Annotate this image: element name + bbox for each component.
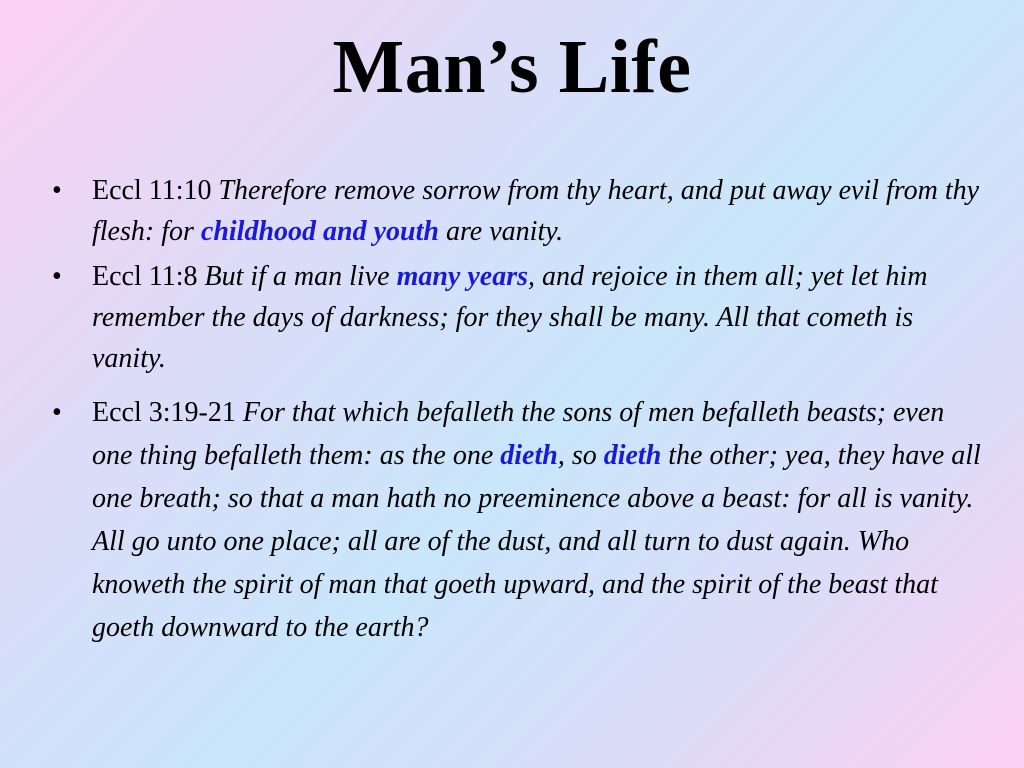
verse-text: Therefore remove sorrow from thy heart, and put away evil from thy flesh: for — [92, 175, 980, 247]
highlighted-phrase: childhood and youth — [200, 216, 439, 247]
verse-reference: Eccl 11:8 — [92, 261, 205, 292]
bullet-list — [52, 170, 982, 649]
highlighted-phrase: dieth — [500, 440, 558, 471]
verse-reference: Eccl 11:10 — [92, 175, 219, 206]
bullet-dot: • — [52, 175, 62, 206]
verse-text: , so — [557, 440, 604, 471]
bullet-eccl-11-8 — [52, 256, 982, 379]
verse-text: For that which befalleth the sons of men befalleth beasts; even one thing befalleth them: as the one — [92, 397, 945, 471]
bullet-dot: • — [52, 397, 62, 428]
bullet-eccl-11-10 — [52, 170, 982, 252]
verse-text: are vanity. — [438, 216, 564, 247]
verse-reference: Eccl 3:19-21 — [92, 397, 243, 428]
verse-text: the other; yea, they have all one breath; so that a man hath no preeminence above a beast: for all is vanity. All go unto one place; all are of the dust, and all turn to dust again. Who knoweth the spirit of man that goeth upward, and the spirit of the beast that goeth downward to the earth? — [92, 440, 981, 643]
bullet-eccl-3-19-21 — [52, 391, 982, 649]
verse-text: But if a man live — [204, 261, 397, 292]
bullet-dot: • — [52, 261, 62, 292]
verse-text: , and rejoice in them all; yet let him remember the days of darkness; for they shall be many. All that cometh is vanity. — [92, 261, 928, 374]
slide-title: Man’s Life — [332, 25, 692, 109]
highlighted-phrase: many years — [396, 261, 528, 292]
highlighted-phrase: dieth — [603, 440, 662, 471]
